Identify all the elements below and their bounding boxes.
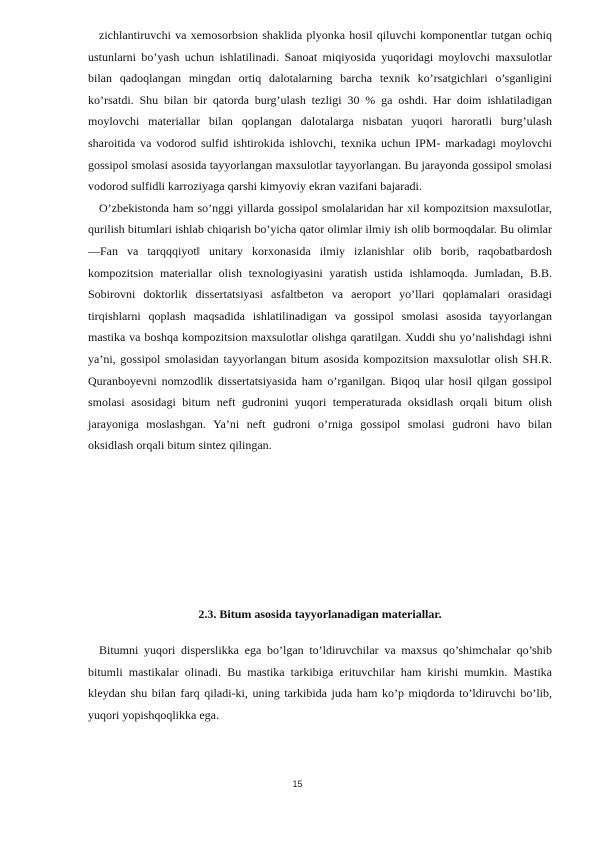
- paragraph-1: zichlantiruvchi va xemosorbsion shaklida plyonka hosil qiluvchi komponentlar tutgan ochiq ustunlarni bo’yash uchun ishlatilinadi. Sanoat miqiyosida yuqoridagi moylovchi maxsulotlar bilan qadoqlangan mingdan ortiq dalotalarning barcha texnik ko’rsatgichlari o’sganligini ko’rsatdi. Shu bilan bir qatorda burg’ulash tezligi 30 % ga oshdi. Har doim ishlatiladigan moylovchi materiallar bilan qoplangan dalotalarga nisbatan yuqori haroratli burg’ulash sharoitida va vodorod sulfid ishtirokida ishlovchi, texnika uchun IPM- markadagi moylovchi gossipol smolasi asosida tayyorlangan maxsulotlar tayyorlangan. Bu jarayonda gossipol smolasi vodorod sulfidli karroziyaga qarshi kimyoviy ekran vazifani bajaradi.: [88, 28, 552, 194]
- section-heading: 2.3. Bitum asosida tayyorlanadigan materiallar.: [198, 607, 442, 621]
- body-text-top: [88, 25, 552, 457]
- page-number: 15: [292, 779, 303, 789]
- paragraph-3: Bitumni yuqori disperslikka ega bo’lgan to’ldiruvchilar va maxsus qo’shimchalar qo’shib bitumli mastikalar olinadi. Bu mastika tarkibiga erituvchilar ham kirishi mumkin. Mastika kleydan shu bilan farq qiladi-ki, uning tarkibida juda ham ko’p miqdorda to’ldiruvchi bo’lib, yuqori yopishqoqlikka ega.: [88, 643, 552, 722]
- body-text-bottom: [88, 640, 552, 726]
- paragraph-2: O’zbekistonda ham so’nggi yillarda gossipol smolalaridan har xil kompozitsion maxsulotlar, qurilish bitumlari ishlab chiqarish bo’yicha qator olimlar ilmiy ish olib bormoqdalar. Bu olimlar ―Fan va tarqqqiyot‖ unitary korxonasida ilmiy izlanishlar olib borib, raqobatbardosh kompozitsion materiallar olish texnologiyasini yaratish ustida ishlamoqda. Jumladan, B.B. Sobirovni doktorlik dissertatsiyasi asfaltbeton va aeroport yo’llari qoplamalari orasidagi tirqishlarni qoplash maqsadida ishlatilinadigan va gossipol smolasi asosida tayyorlangan mastika va boshqa kompozitsion maxsulotlar olishga qaratilgan. Xuddi shu yo’nalishdagi ishni ya’ni, gossipol smolasidan tayyorlangan bitum asosida kompozitsion maxsulotlar olish SH.R. Quranboyevni nomzodlik dissertatsiyasida ham o’rganilgan. Biqoq ular hosil qilgan gossipol smolasi asosidagi bitum neft gudronini yuqori temperaturada oksidlash orqali bitum olish jarayoniga moslashgan. Ya’ni neft gudroni o’rniga gossipol smolasi gudroni havo bilan oksidlash orqali bitum sintez qilingan.: [88, 200, 552, 453]
